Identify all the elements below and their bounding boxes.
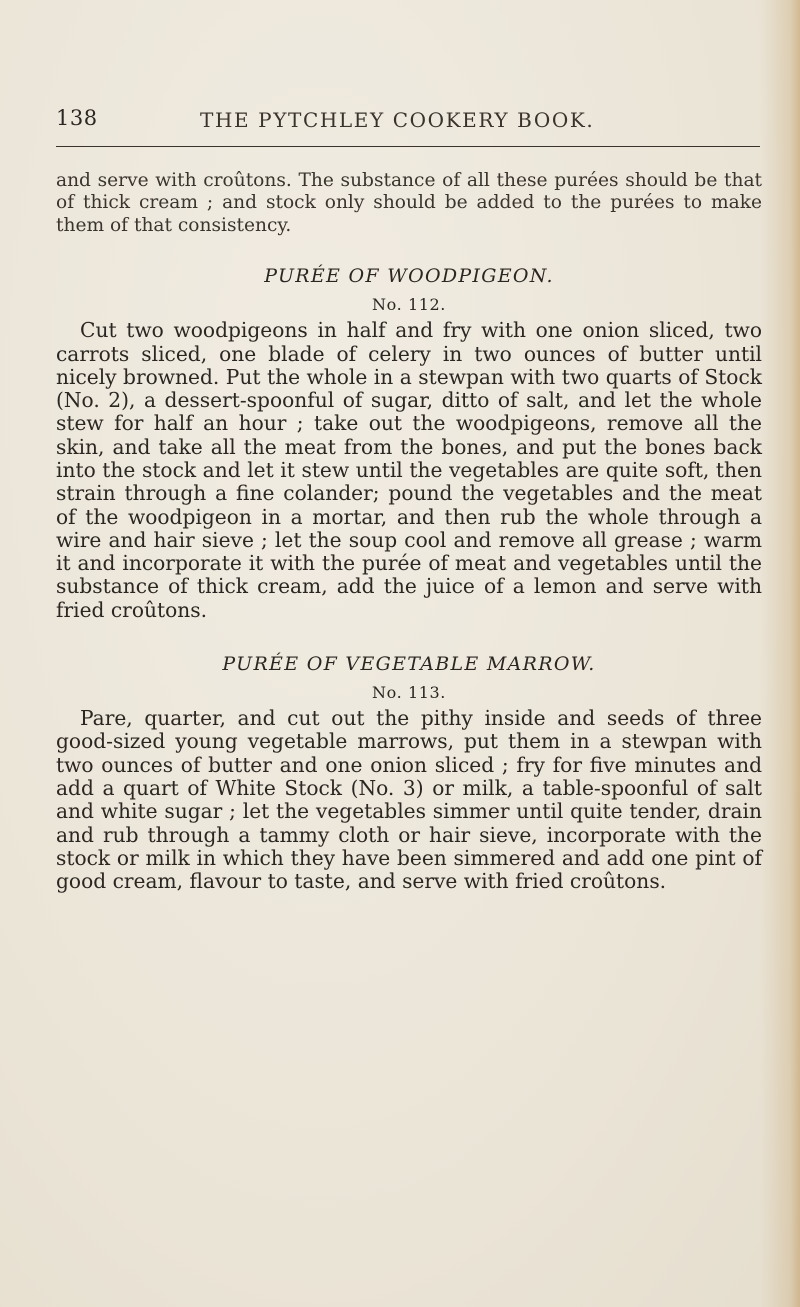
page-content bbox=[56, 160, 762, 893]
running-head bbox=[0, 106, 800, 136]
recipe-woodpigeon bbox=[56, 264, 762, 622]
recipe-vegetable-marrow bbox=[56, 652, 762, 893]
book-title: THE PYTCHLEY COOKERY BOOK. bbox=[200, 108, 595, 132]
recipe-body: Pare, quarter, and cut out the pithy inside and seeds of three good-sized young vegetable marrows, put them in a stewpan with two ounces of butter and one onion sliced ; fry for five minutes and add a quart of White Stock (No. 3) or milk, a table-spoonful of salt and white sugar ; let the vegetables simmer until quite tender, drain and rub through a tammy cloth or hair sieve, incorporate with the stock or milk in which they have been simmered and add one pint of good cream, flavour to taste, and serve with fried croûtons. bbox=[56, 706, 762, 894]
recipe-number: No. 112. bbox=[372, 295, 446, 315]
recipe-title: PURÉE OF WOODPIGEON. bbox=[264, 265, 554, 288]
recipe-body: Cut two woodpigeons in half and fry with one onion sliced, two carrots sliced, one blade of celery in two ounces of butter until nicely browned. Put the whole in a stewpan with two quarts of Stock (No. 2), a dessert-spoonful of sugar, ditto of salt, and let the whole stew for half an hour ; take out the woodpigeons, remove all the skin, and take all the meat from the bones, and put the bones back into the stock and let it stew until the vegetables are quite soft, then strain through a fine colander; pound the vegetables and the meat of the woodpigeon in a mortar, and then rub the whole through a wire and hair sieve ; let the soup cool and remove all grease ; warm it and incorporate it with the purée of meat and vegetables until the substance of thick cream, add the juice of a lemon and serve with fried croûtons. bbox=[56, 318, 762, 622]
recipe-number: No. 113. bbox=[372, 683, 446, 703]
recipe-title: PURÉE OF VEGETABLE MARROW. bbox=[222, 653, 596, 676]
continuation-paragraph: and serve with croûtons. The substance of all these purées should be that of thick cream ; and stock only should be added to the purées to make them of that consistency. bbox=[56, 170, 762, 236]
header-rule bbox=[56, 146, 760, 147]
page-number: 138 bbox=[56, 106, 98, 130]
